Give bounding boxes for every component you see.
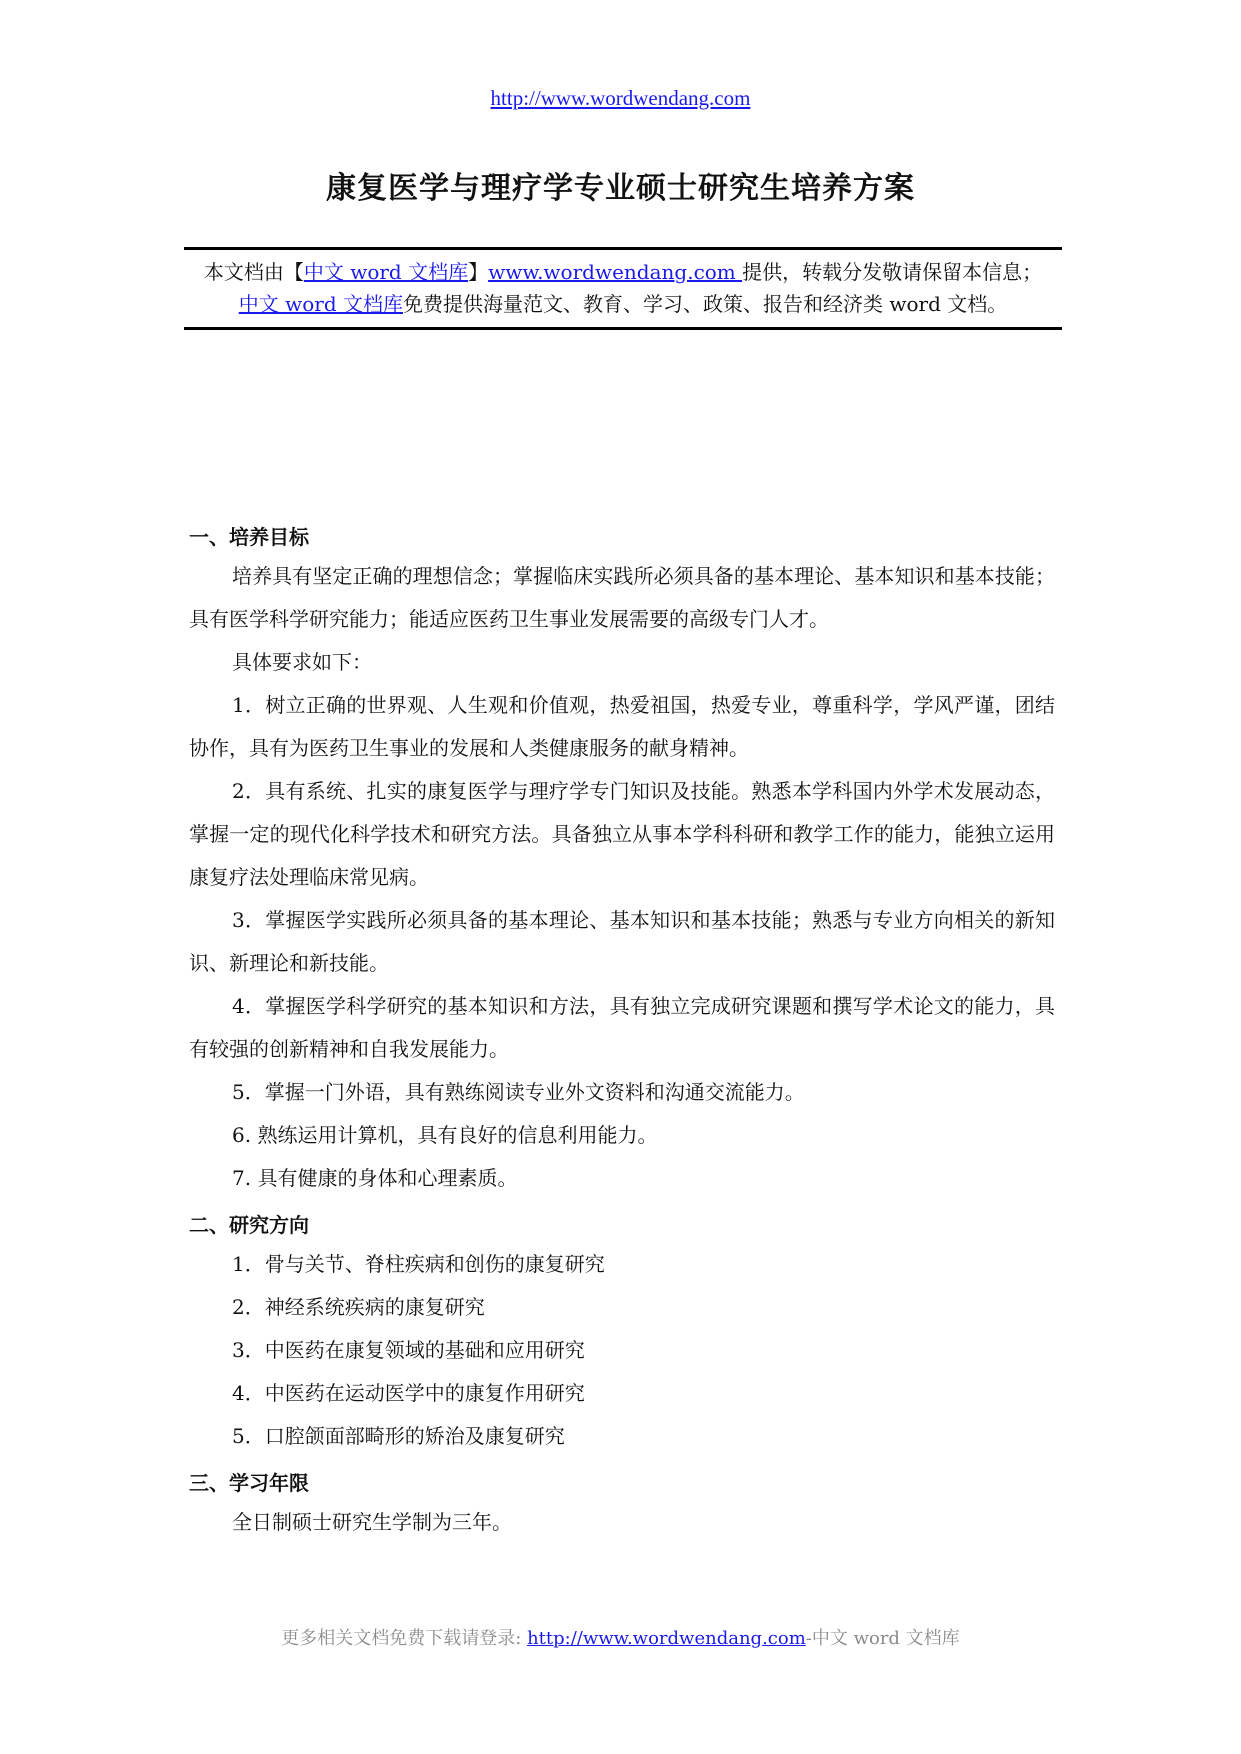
notice-line-1: [184, 256, 1062, 288]
direction-item-3: 3．中医药在康复领域的基础和应用研究: [232, 1338, 585, 1362]
notice-text: 免费提供海量范文、教育、学习、政策、报告和经济类 word 文档。: [403, 292, 1008, 316]
goal-item-2: 2．具有系统、扎实的康复医学与理疗学专门知识及技能。熟悉本学科国内外学术发展动态，掌握一定的现代化科学技术和研究方法。具备独立从事本学科科研和教学工作的能力，能独立运用康复疗法处理临床常见病。: [189, 779, 1055, 889]
goal-item-7: 7. 具有健康的身体和心理素质。: [232, 1166, 518, 1190]
notice-text: 本文档由【: [203, 260, 304, 284]
goal-item-4: 4．掌握医学科学研究的基本知识和方法，具有独立完成研究课题和撰写学术论文的能力，具有较强的创新精神和自我发展能力。: [189, 994, 1055, 1061]
footer-url-link[interactable]: http://www.wordwendang.com: [527, 1628, 806, 1649]
goal-item-5: 5．掌握一门外语，具有熟练阅读专业外文资料和沟通交流能力。: [232, 1080, 805, 1104]
duration-text: 全日制硕士研究生学制为三年。: [232, 1510, 512, 1534]
section-heading-duration: 三、学习年限: [189, 1471, 309, 1495]
notice-text: 】: [468, 260, 489, 284]
section-heading-direction: 二、研究方向: [189, 1213, 309, 1237]
direction-item-2: 2．神经系统疾病的康复研究: [232, 1295, 485, 1319]
goal-item-1: 1．树立正确的世界观、人生观和价值观，热爱祖国，热爱专业，尊重科学，学风严谨，团结协作，具有为医药卫生事业的发展和人类健康服务的献身精神。: [189, 693, 1055, 760]
site-url-link[interactable]: www.wordwendang.com: [488, 260, 743, 284]
section-heading-goal: 一、培养目标: [189, 525, 309, 549]
direction-item-5: 5．口腔颌面部畸形的矫治及康复研究: [232, 1424, 565, 1448]
direction-item-4: 4．中医药在运动医学中的康复作用研究: [232, 1381, 585, 1405]
page-footer: [0, 1624, 1241, 1650]
footer-text: -中文 word 文档库: [805, 1628, 960, 1649]
footer-text: 更多相关文档免费下载请登录:: [281, 1628, 528, 1649]
source-notice-box: [184, 247, 1062, 330]
header-url-link[interactable]: http://www.wordwendang.com: [490, 86, 751, 110]
goal-intro-paragraph: 培养具有坚定正确的理想信念；掌握临床实践所必须具备的基本理论、基本知识和基本技能；具有医学科学研究能力；能适应医药卫生事业发展需要的高级专门人才。: [189, 564, 1055, 631]
doc-library-link[interactable]: 中文 word 文档库: [238, 292, 403, 316]
doc-library-link[interactable]: 中文 word 文档库: [303, 260, 469, 284]
direction-item-1: 1．骨与关节、脊柱疾病和创伤的康复研究: [232, 1252, 605, 1276]
notice-text: 提供，转载分发敬请保留本信息；: [742, 260, 1043, 284]
goal-item-3: 3．掌握医学实践所必须具备的基本理论、基本知识和基本技能；熟悉与专业方向相关的新知识、新理论和新技能。: [189, 908, 1055, 975]
document-title: 康复医学与理疗学专业硕士研究生培养方案: [326, 171, 915, 206]
goal-item-6: 6. 熟练运用计算机，具有良好的信息利用能力。: [232, 1123, 658, 1147]
notice-line-2: [184, 288, 1062, 320]
goal-lead-text: 具体要求如下：: [232, 650, 372, 674]
